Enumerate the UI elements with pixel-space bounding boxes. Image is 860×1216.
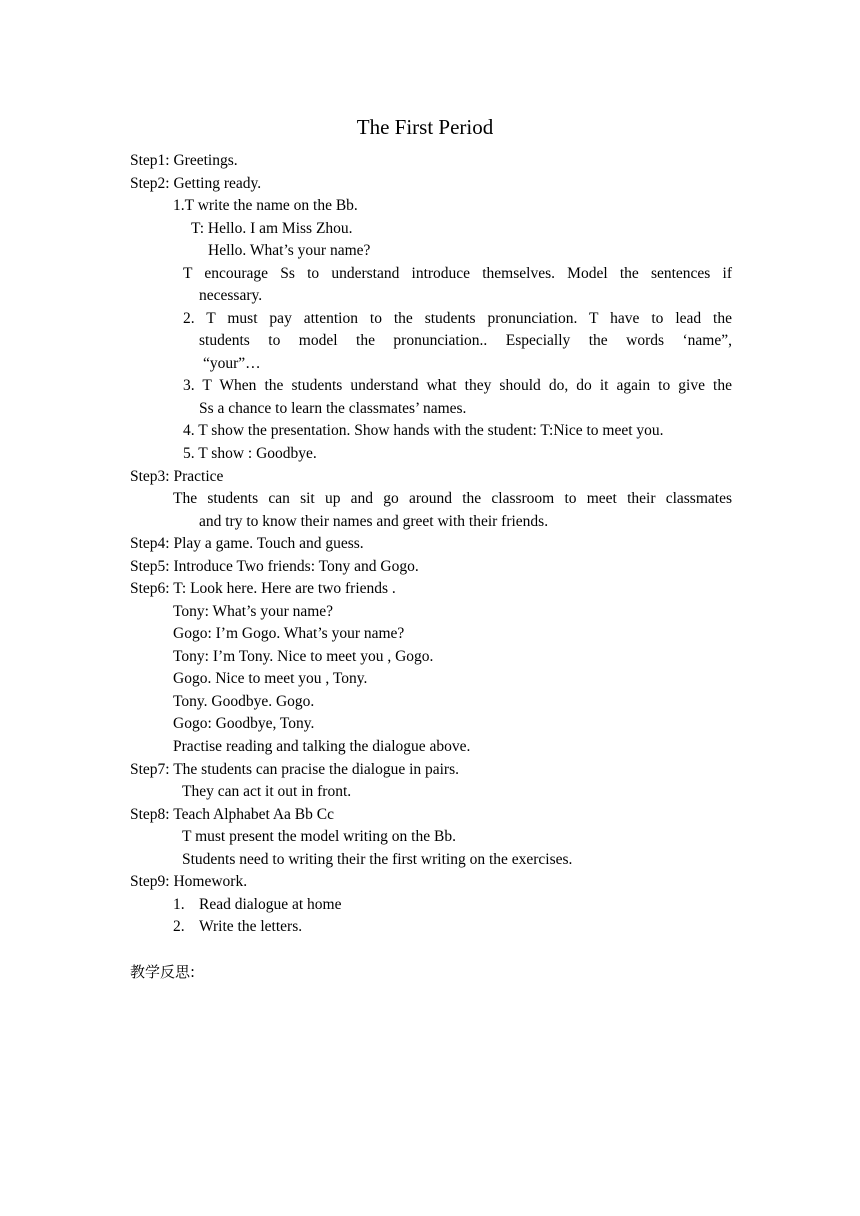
teaching-reflection-label: 教学反思:: [130, 963, 196, 981]
step6-dialog-line4: Gogo. Nice to meet you , Tony.: [173, 670, 368, 687]
step6-dialog-line2: Gogo: I’m Gogo. What’s your name?: [173, 625, 405, 642]
step2-encourage-line1: T encourage Ss to understand introduce themselves. Model the sentences if: [183, 265, 732, 282]
step8-line2: T must present the model writing on the Bb.: [182, 828, 456, 845]
step9-item2-number: 2.: [173, 918, 185, 935]
step1-line: Step1: Greetings.: [130, 152, 238, 169]
step2-item5: 5. T show : Goodbye.: [183, 445, 317, 462]
step6-line: Step6: T: Look here. Here are two friends .: [130, 580, 396, 597]
step2-item2-line3: “your”…: [203, 355, 261, 372]
step2-line: Step2: Getting ready.: [130, 175, 262, 192]
step2-dialog-line2: Hello. What’s your name?: [208, 242, 371, 259]
step6-dialog-line3: Tony: I’m Tony. Nice to meet you , Gogo.: [173, 648, 434, 665]
step4-line: Step4: Play a game. Touch and guess.: [130, 535, 364, 552]
step2-item1: 1.T write the name on the Bb.: [173, 197, 358, 214]
step3-text-line1: The students can sit up and go around the classroom to meet their classmates: [173, 490, 732, 507]
step6-dialog-line6: Gogo: Goodbye, Tony.: [173, 715, 315, 732]
step2-dialog-line1: T: Hello. I am Miss Zhou.: [191, 220, 353, 237]
step3-text-line2: and try to know their names and greet with their friends.: [199, 513, 549, 530]
step6-dialog-line1: Tony: What’s your name?: [173, 603, 334, 620]
step6-dialog-line5: Tony. Goodbye. Gogo.: [173, 693, 315, 710]
step5-line: Step5: Introduce Two friends: Tony and Gogo.: [130, 558, 419, 575]
step7-line: Step7: The students can pracise the dialogue in pairs.: [130, 761, 460, 778]
step2-item4: 4. T show the presentation. Show hands with the student: T:Nice to meet you.: [183, 422, 664, 439]
step2-item2-line2: students to model the pronunciation.. Especially the words ‘name”,: [199, 332, 732, 349]
step2-item2-line1: 2. T must pay attention to the students pronunciation. T have to lead the: [183, 310, 732, 327]
step7-line2: They can act it out in front.: [182, 783, 352, 800]
step2-encourage-line2: necessary.: [199, 287, 263, 304]
step9-line: Step9: Homework.: [130, 873, 248, 890]
step9-item1-number: 1.: [173, 896, 185, 913]
step2-item3-line1: 3. T When the students understand what they should do, do it again to give the: [183, 377, 732, 394]
step9-item1-text: Read dialogue at home: [199, 896, 342, 913]
step9-item2-text: Write the letters.: [199, 918, 303, 935]
step6-practise-line: Practise reading and talking the dialogue above.: [173, 738, 471, 755]
document-title: The First Period: [356, 115, 494, 139]
step8-line: Step8: Teach Alphabet Aa Bb Cc: [130, 806, 334, 823]
step8-line3: Students need to writing their the first writing on the exercises.: [182, 851, 573, 868]
step3-line: Step3: Practice: [130, 468, 224, 485]
step2-item3-line2: Ss a chance to learn the classmates’ names.: [199, 400, 467, 417]
